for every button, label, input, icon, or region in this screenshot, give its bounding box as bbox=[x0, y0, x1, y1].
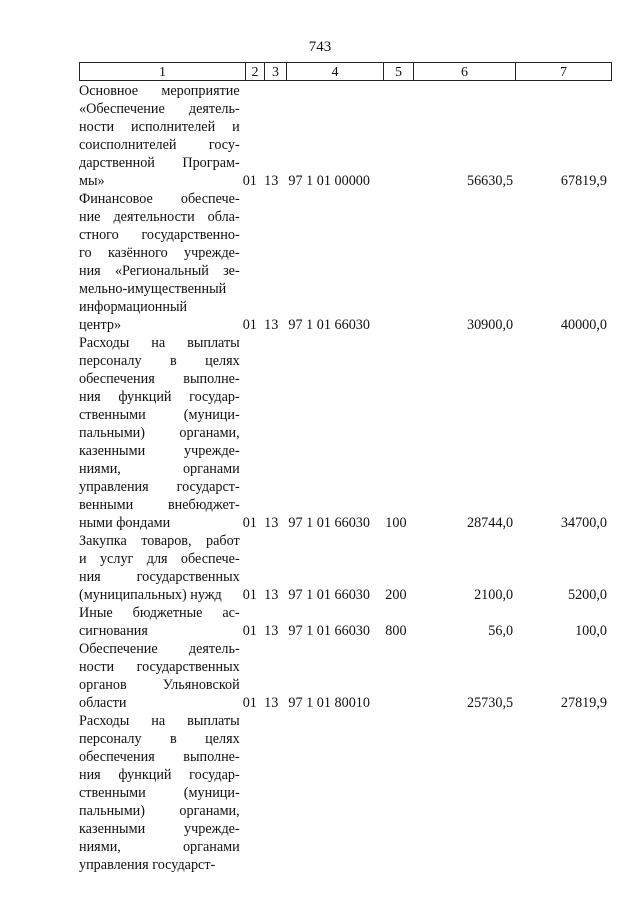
cell-col6: 2100,0 bbox=[474, 587, 514, 603]
table-body bbox=[79, 82, 612, 874]
cell-col6: 28744,0 bbox=[466, 515, 514, 531]
description-line: венными внебюджет- bbox=[79, 497, 240, 513]
description-line: «Обеспечение деятель- bbox=[79, 101, 240, 117]
cell-col7: 27819,9 bbox=[560, 695, 607, 711]
cell-col3: 13 bbox=[264, 173, 279, 189]
cell-col6: 25730,5 bbox=[466, 695, 514, 711]
description-line: казенными учрежде- bbox=[79, 443, 240, 459]
description-line: мельно-имущественный bbox=[79, 281, 227, 297]
table-row bbox=[79, 82, 612, 190]
cell-col7: 67819,9 bbox=[560, 173, 607, 189]
description-line: дарственной Програм- bbox=[79, 155, 240, 171]
description-line: сигнования bbox=[79, 623, 148, 639]
cell-col5: 800 bbox=[385, 623, 407, 639]
cell-col4: 97 1 01 00000 bbox=[288, 173, 370, 189]
row-description bbox=[79, 604, 240, 640]
description-line: ния функций государ- bbox=[79, 389, 240, 405]
description-line: Расходы на выплаты bbox=[79, 335, 240, 351]
description-line: ственными (муници- bbox=[79, 407, 240, 423]
description-line: обеспечения выполне- bbox=[79, 749, 240, 765]
description-line: информационный bbox=[79, 299, 188, 315]
description-line: персоналу в целях bbox=[79, 353, 240, 369]
description-line: обеспечения выполне- bbox=[79, 371, 240, 387]
cell-col2: 01 bbox=[242, 515, 257, 531]
description-line: и услуг для обеспече- bbox=[79, 551, 240, 567]
cell-col2: 01 bbox=[242, 587, 257, 603]
header-col-4: 4 bbox=[286, 62, 383, 81]
row-description bbox=[79, 712, 240, 874]
row-description bbox=[79, 334, 240, 532]
description-line: стного государственно- bbox=[79, 227, 240, 243]
cell-col3: 13 bbox=[264, 587, 279, 603]
cell-col3: 13 bbox=[264, 515, 279, 531]
cell-col4: 97 1 01 80010 bbox=[288, 695, 370, 711]
description-line: ниями, органами bbox=[79, 461, 240, 477]
description-line: Финансовое обеспече- bbox=[79, 191, 240, 207]
table-row bbox=[79, 712, 612, 874]
table-row bbox=[79, 334, 612, 532]
table-row bbox=[79, 604, 612, 640]
table-header bbox=[79, 62, 612, 81]
page-number: 743 bbox=[308, 39, 332, 55]
cell-col6: 56630,5 bbox=[466, 173, 514, 189]
cell-col7: 5200,0 bbox=[567, 587, 607, 603]
cell-col4: 97 1 01 66030 bbox=[288, 587, 370, 603]
description-line: (муниципальных) нужд bbox=[79, 587, 222, 603]
description-line: Иные бюджетные ас- bbox=[79, 605, 240, 621]
header-col-5: 5 bbox=[383, 62, 413, 81]
description-line: ния «Региональный зе- bbox=[79, 263, 240, 279]
cell-col2: 01 bbox=[242, 173, 257, 189]
description-line: ности государственных bbox=[79, 659, 240, 675]
row-description bbox=[79, 190, 240, 334]
table-row bbox=[79, 532, 612, 604]
header-col-1: 1 bbox=[79, 62, 245, 81]
header-col-3: 3 bbox=[264, 62, 286, 81]
table-row bbox=[79, 190, 612, 334]
header-col-2: 2 bbox=[245, 62, 264, 81]
description-line: ния государственных bbox=[79, 569, 240, 585]
cell-col6: 56,0 bbox=[488, 623, 514, 639]
cell-col5: 100 bbox=[385, 515, 407, 531]
row-description bbox=[79, 640, 240, 712]
description-line: ственными (муници- bbox=[79, 785, 240, 801]
description-line: пальными) органами, bbox=[79, 803, 240, 819]
description-line: ние деятельности обла- bbox=[79, 209, 240, 225]
cell-col7: 100,0 bbox=[575, 623, 607, 639]
cell-col7: 40000,0 bbox=[560, 317, 607, 333]
description-line: Основное мероприятие bbox=[79, 83, 240, 99]
cell-col5: 200 bbox=[385, 587, 407, 603]
cell-col3: 13 bbox=[264, 623, 279, 639]
description-line: казенными учрежде- bbox=[79, 821, 240, 837]
description-line: го казённого учрежде- bbox=[79, 245, 240, 261]
description-line: Расходы на выплаты bbox=[79, 713, 240, 729]
cell-col4: 97 1 01 66030 bbox=[288, 317, 370, 333]
description-line: мы» bbox=[79, 173, 105, 189]
description-line: управления государст- bbox=[79, 857, 216, 873]
cell-col2: 01 bbox=[242, 623, 257, 639]
cell-col6: 30900,0 bbox=[466, 317, 514, 333]
description-line: области bbox=[79, 695, 127, 711]
cell-col4: 97 1 01 66030 bbox=[288, 623, 370, 639]
table-row bbox=[79, 640, 612, 712]
description-line: Закупка товаров, работ bbox=[79, 533, 240, 549]
row-description bbox=[79, 82, 240, 190]
cell-col2: 01 bbox=[242, 317, 257, 333]
description-line: центр» bbox=[79, 317, 122, 333]
cell-col3: 13 bbox=[264, 695, 279, 711]
description-line: органов Ульяновской bbox=[79, 677, 240, 693]
cell-col3: 13 bbox=[264, 317, 279, 333]
cell-col2: 01 bbox=[242, 695, 257, 711]
description-line: ниями, органами bbox=[79, 839, 240, 855]
cell-col4: 97 1 01 66030 bbox=[288, 515, 370, 531]
description-line: персоналу в целях bbox=[79, 731, 240, 747]
description-line: Обеспечение деятель- bbox=[79, 641, 240, 657]
description-line: ности исполнителей и bbox=[79, 119, 240, 135]
cell-col7: 34700,0 bbox=[560, 515, 607, 531]
description-line: ными фондами bbox=[79, 515, 171, 531]
description-line: управления государст- bbox=[79, 479, 240, 495]
description-line: пальными) органами, bbox=[79, 425, 240, 441]
header-col-7: 7 bbox=[515, 62, 612, 81]
description-line: ния функций государ- bbox=[79, 767, 240, 783]
description-line: соисполнителей госу- bbox=[79, 137, 240, 153]
header-col-6: 6 bbox=[413, 62, 515, 81]
row-description bbox=[79, 532, 240, 604]
